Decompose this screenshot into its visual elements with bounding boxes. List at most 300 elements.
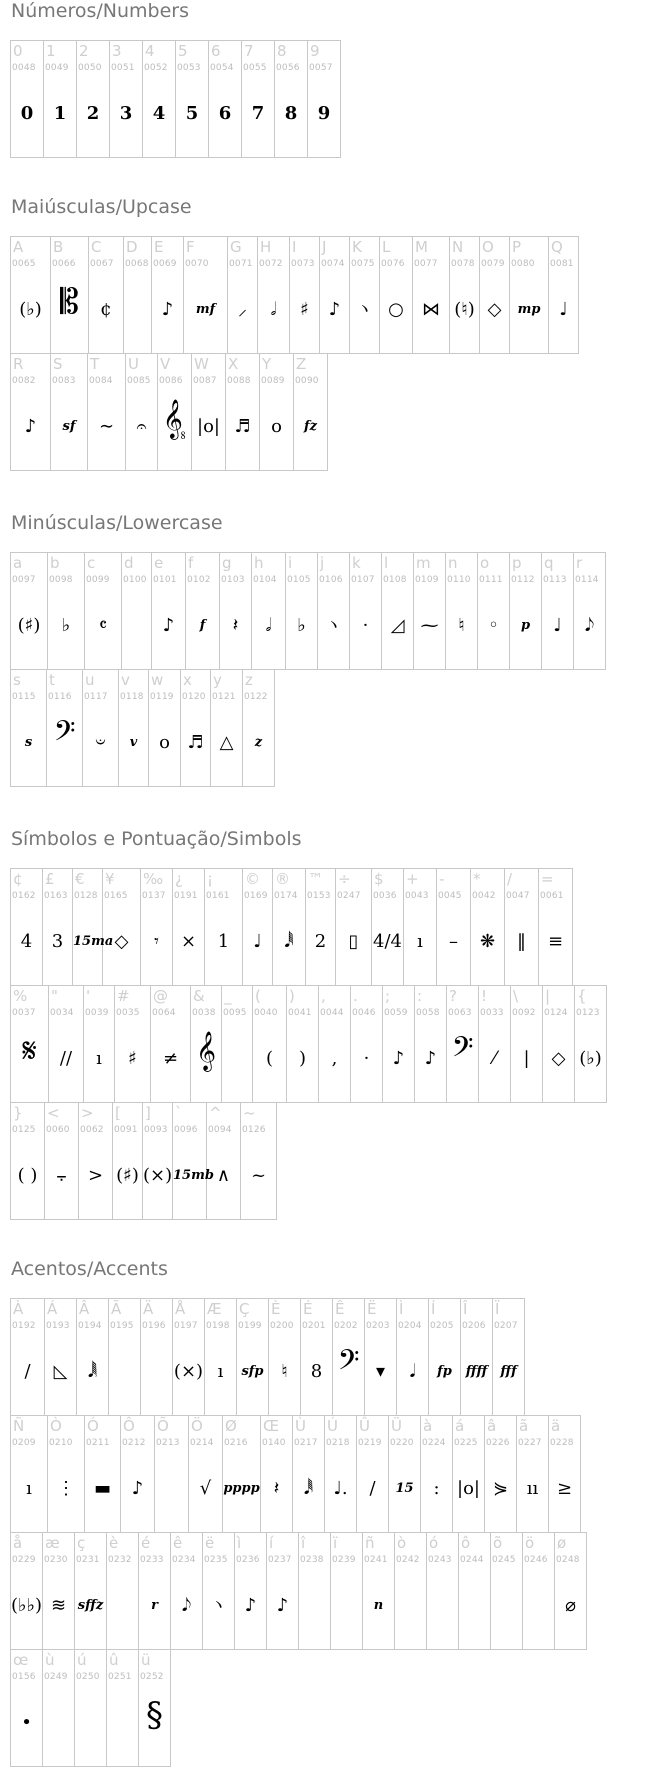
character-code: 0241 xyxy=(364,1555,388,1565)
character-label: r xyxy=(576,554,583,572)
character-label: N xyxy=(452,238,464,256)
character-code: 0225 xyxy=(454,1438,478,1448)
character-code: 0087 xyxy=(193,376,217,386)
character-code: 0106 xyxy=(319,575,343,585)
character-code: 0119 xyxy=(150,692,174,702)
glyph-cell xyxy=(286,553,318,670)
character-code: 0114 xyxy=(575,575,599,585)
character-label: ô xyxy=(461,1534,471,1552)
character-code: 0227 xyxy=(518,1438,542,1448)
character-code: 0193 xyxy=(46,1321,70,1331)
glyph-cell xyxy=(493,1299,525,1416)
glyph-sample: 𝄽 xyxy=(232,615,239,636)
glyph-sample: sffz xyxy=(77,1598,104,1613)
glyph-row xyxy=(10,236,579,354)
glyph-cell xyxy=(173,869,205,986)
character-label: B xyxy=(53,238,64,256)
glyph-cell xyxy=(113,1103,143,1220)
glyph-sample: 𝅘𝅥𝅱 xyxy=(284,931,294,952)
glyph-sample: ♪ xyxy=(392,1048,405,1069)
character-label: Ø xyxy=(225,1417,237,1435)
character-code: 0115 xyxy=(12,692,36,702)
character-code: 0086 xyxy=(159,376,183,386)
glyph-cell xyxy=(453,1416,485,1533)
character-label: Á xyxy=(47,1300,58,1318)
glyph-cell xyxy=(471,869,505,986)
glyph-sample: 4 xyxy=(20,931,33,952)
glyph-sample: 15 xyxy=(395,1481,414,1496)
character-code: 0067 xyxy=(90,259,114,269)
character-label: 8 xyxy=(277,42,287,60)
glyph-cell xyxy=(372,869,404,986)
glyph-sample: 1 xyxy=(217,931,230,952)
character-code: 0195 xyxy=(110,1321,134,1331)
character-code: 0243 xyxy=(428,1555,452,1565)
character-label: m xyxy=(416,554,431,572)
character-label: M xyxy=(415,238,428,256)
glyph-cell xyxy=(107,1650,139,1767)
glyph-sample: mf xyxy=(195,302,216,317)
character-label: # xyxy=(117,987,130,1005)
glyph-cell xyxy=(143,1103,173,1220)
glyph-cell xyxy=(222,986,253,1103)
glyph-cell xyxy=(181,670,211,787)
glyph-cell xyxy=(79,1103,113,1220)
glyph-sample: ı xyxy=(417,931,423,952)
character-code: 0045 xyxy=(438,891,462,901)
glyph-sample: ♩. xyxy=(333,1478,348,1499)
character-label: ö xyxy=(525,1534,535,1552)
character-code: 0165 xyxy=(104,891,128,901)
glyph-cell xyxy=(11,1650,43,1767)
character-label: Ì xyxy=(399,1300,404,1318)
character-code: 0101 xyxy=(153,575,177,585)
glyph-cell xyxy=(189,1416,223,1533)
glyph-sample: – xyxy=(449,931,458,952)
glyph-cell xyxy=(45,1299,77,1416)
glyph-cell xyxy=(205,1299,237,1416)
character-code: 0068 xyxy=(125,259,149,269)
character-code: 0089 xyxy=(261,376,285,386)
character-code: 0052 xyxy=(144,63,168,73)
character-label: Î xyxy=(463,1300,468,1318)
glyph-cell xyxy=(11,986,49,1103)
glyph-sample: ♪ xyxy=(424,1048,437,1069)
character-label: Ö xyxy=(191,1417,203,1435)
character-code: 0199 xyxy=(238,1321,262,1331)
glyph-cell xyxy=(510,237,549,354)
glyph-cell xyxy=(119,670,149,787)
character-label: n xyxy=(448,554,458,572)
glyph-cell xyxy=(511,986,543,1103)
character-code: 0040 xyxy=(254,1008,278,1018)
character-label: ê xyxy=(173,1534,183,1552)
character-label: Æ xyxy=(207,1300,222,1318)
character-code: 0203 xyxy=(366,1321,390,1331)
glyph-sample: 𝄢 xyxy=(451,1031,474,1071)
glyph-sample: n xyxy=(373,1598,384,1613)
character-code: 0034 xyxy=(50,1008,74,1018)
glyph-sample: ≥ xyxy=(556,1478,573,1499)
character-label: ì xyxy=(237,1534,242,1552)
character-label: ® xyxy=(275,870,290,888)
character-code: 0196 xyxy=(142,1321,166,1331)
character-label: a xyxy=(13,554,23,572)
character-label: $ xyxy=(374,870,384,888)
glyph-sample: ♪ xyxy=(24,416,37,437)
character-code: 0235 xyxy=(204,1555,228,1565)
character-label: Ë xyxy=(367,1300,377,1318)
glyph-sample: ı xyxy=(26,1478,32,1499)
glyph-row xyxy=(10,1298,525,1416)
glyph-sample: ♭ xyxy=(61,615,71,636)
character-label: D xyxy=(126,238,138,256)
character-code: 0194 xyxy=(78,1321,102,1331)
character-label: v xyxy=(121,671,130,689)
glyph-sample: · xyxy=(363,1048,370,1069)
glyph-cell xyxy=(11,41,44,158)
character-label: w xyxy=(151,671,164,689)
character-label: , xyxy=(321,987,326,1005)
character-code: 0123 xyxy=(576,1008,600,1018)
character-label: j xyxy=(320,554,325,572)
character-label: Ó xyxy=(87,1417,99,1435)
glyph-sample: ≡ xyxy=(547,931,564,952)
glyph-sample: (♭) xyxy=(579,1048,602,1069)
character-label: Ï xyxy=(495,1300,500,1318)
glyph-cell xyxy=(421,1416,453,1533)
character-code: 0065 xyxy=(12,259,36,269)
glyph-cell xyxy=(491,1533,523,1650)
character-code: 0103 xyxy=(221,575,245,585)
glyph-sample: 15ma xyxy=(73,934,114,949)
glyph-sample: 𝄡 xyxy=(60,282,79,322)
glyph-cell xyxy=(380,237,413,354)
glyph-cell xyxy=(461,1299,493,1416)
glyph-cell xyxy=(446,553,478,670)
character-label: ; xyxy=(385,987,391,1005)
glyph-cell xyxy=(192,354,226,471)
glyph-sample: ○ xyxy=(388,299,404,320)
character-label: J xyxy=(322,238,327,256)
character-code: 0041 xyxy=(288,1008,312,1018)
section-title: Símbolos e Pontuação/Simbols xyxy=(11,828,302,850)
character-code: 0107 xyxy=(351,575,375,585)
character-label: é xyxy=(141,1534,151,1552)
character-code: 0116 xyxy=(48,692,72,702)
character-label: > xyxy=(81,1104,94,1122)
character-label: | xyxy=(545,987,551,1005)
character-code: 0037 xyxy=(12,1008,36,1018)
glyph-cell xyxy=(389,1416,421,1533)
glyph-sample: ヽ xyxy=(324,615,343,636)
glyph-cell xyxy=(320,237,350,354)
character-code: 0122 xyxy=(244,692,268,702)
glyph-cell xyxy=(542,553,574,670)
glyph-sample: 5 xyxy=(185,103,199,124)
glyph-cell xyxy=(45,1103,79,1220)
character-label: Ü xyxy=(391,1417,402,1435)
glyph-sample: 8 xyxy=(310,1361,323,1382)
character-label: 4 xyxy=(145,42,155,60)
glyph-sample: ♬ xyxy=(187,732,204,753)
character-code: 0102 xyxy=(187,575,211,585)
glyph-sample: ⌀ xyxy=(565,1595,576,1616)
glyph-cell xyxy=(11,869,43,986)
glyph-cell xyxy=(429,1299,461,1416)
glyph-sample: 4 xyxy=(152,103,166,124)
glyph-cell xyxy=(287,986,319,1103)
glyph-sample: 𝄽 xyxy=(273,1478,280,1499)
glyph-cell xyxy=(89,237,124,354)
glyph-cell xyxy=(85,553,122,670)
character-code: 0081 xyxy=(550,259,574,269)
glyph-sample: • xyxy=(21,1712,32,1733)
character-code: 0206 xyxy=(462,1321,486,1331)
glyph-cell xyxy=(11,237,51,354)
glyph-sample: ❋ xyxy=(479,931,496,952)
character-code: 0059 xyxy=(384,1008,408,1018)
character-label: S xyxy=(53,355,63,373)
character-label: = xyxy=(541,870,554,888)
character-label: ¿ xyxy=(175,870,183,888)
glyph-cell xyxy=(237,1299,269,1416)
character-label: s xyxy=(13,671,21,689)
glyph-sample: (♯) xyxy=(17,615,41,636)
glyph-row xyxy=(10,669,275,787)
glyph-cell xyxy=(158,354,192,471)
character-label: ä xyxy=(551,1417,561,1435)
glyph-cell xyxy=(171,1533,203,1650)
character-label: 2 xyxy=(79,42,89,60)
glyph-cell xyxy=(450,237,480,354)
glyph-sample: § xyxy=(146,1695,163,1735)
section-title: Números/Numbers xyxy=(11,0,189,22)
glyph-cell xyxy=(209,41,242,158)
character-code: 0042 xyxy=(472,891,496,901)
glyph-sample: 𝄐 xyxy=(136,416,147,437)
glyph-sample: r xyxy=(151,1598,158,1613)
character-code: 0228 xyxy=(550,1438,574,1448)
character-code: 0209 xyxy=(12,1438,36,1448)
character-code: 0084 xyxy=(89,376,113,386)
glyph-cell xyxy=(220,553,252,670)
glyph-cell xyxy=(152,237,184,354)
character-code: 0038 xyxy=(192,1008,216,1018)
glyph-cell xyxy=(350,553,382,670)
character-code: 0200 xyxy=(270,1321,294,1331)
character-code: 0217 xyxy=(294,1438,318,1448)
glyph-sample: ♪ xyxy=(131,1478,144,1499)
character-code: 0242 xyxy=(396,1555,420,1565)
glyph-cell xyxy=(575,986,607,1103)
glyph-sample: 8 xyxy=(284,103,298,124)
character-code: 0126 xyxy=(242,1125,266,1135)
glyph-sample: 𝄠 xyxy=(162,399,187,439)
character-code: 0072 xyxy=(259,259,283,269)
glyph-sample: (♮) xyxy=(454,299,475,320)
character-code: 0064 xyxy=(152,1008,176,1018)
character-code: 0198 xyxy=(206,1321,230,1331)
glyph-sample: ⋟ xyxy=(492,1478,509,1499)
character-label: Ñ xyxy=(13,1417,25,1435)
glyph-sample: ¢ xyxy=(100,299,112,320)
character-label: C xyxy=(91,238,102,256)
character-label: I xyxy=(292,238,297,256)
character-label: g xyxy=(222,554,232,572)
character-label: ` xyxy=(175,1104,183,1122)
glyph-sample: ♮ xyxy=(281,1361,288,1382)
glyph-sample: ı xyxy=(96,1048,102,1069)
character-label: Œ xyxy=(263,1417,280,1435)
character-label: } xyxy=(13,1104,23,1122)
glyph-sample: 𝅘𝅥 xyxy=(409,1361,416,1382)
glyph-sample: 𝄋 xyxy=(22,1031,37,1071)
character-code: 0219 xyxy=(358,1438,382,1448)
glyph-sample: 𝄢 xyxy=(53,715,76,755)
character-code: 0238 xyxy=(300,1555,324,1565)
character-label: ! xyxy=(481,987,488,1005)
character-label: K xyxy=(352,238,362,256)
glyph-sample: 2 xyxy=(314,931,327,952)
character-code: 0192 xyxy=(12,1321,36,1331)
character-code: 0056 xyxy=(276,63,300,73)
character-code: 0073 xyxy=(291,259,315,269)
glyph-cell xyxy=(260,354,294,471)
glyph-sample: ◇ xyxy=(551,1048,566,1069)
character-label: @ xyxy=(153,987,168,1005)
character-label: [ xyxy=(115,1104,121,1122)
glyph-row xyxy=(10,1415,581,1533)
character-label: ] xyxy=(145,1104,151,1122)
glyph-sample: ♮ xyxy=(458,615,465,636)
character-label: ‰ xyxy=(143,870,164,888)
character-label: Í xyxy=(431,1300,436,1318)
character-label: Â xyxy=(79,1300,90,1318)
glyph-sample: ▯ xyxy=(348,931,359,952)
character-label: Ã xyxy=(111,1300,122,1318)
character-code: 0234 xyxy=(172,1555,196,1565)
glyph-sample: / xyxy=(369,1478,376,1499)
character-code: 0156 xyxy=(12,1672,36,1682)
glyph-cell xyxy=(49,986,84,1103)
glyph-cell xyxy=(110,41,143,158)
glyph-sample: > xyxy=(87,1165,104,1186)
glyph-sample: × xyxy=(180,931,197,952)
character-label: ë xyxy=(205,1534,215,1552)
character-code: 0174 xyxy=(274,891,298,901)
glyph-row xyxy=(10,40,341,158)
character-code: 0111 xyxy=(479,575,503,585)
character-label: ¡ xyxy=(207,870,214,888)
glyph-sample: fz xyxy=(304,419,317,434)
glyph-cell xyxy=(77,41,110,158)
character-label: å xyxy=(13,1534,23,1552)
character-code: 0039 xyxy=(85,1008,109,1018)
character-code: 0093 xyxy=(144,1125,168,1135)
glyph-sample: ≠ xyxy=(162,1048,179,1069)
glyph-sample: o xyxy=(159,732,170,753)
glyph-sample: ∼ xyxy=(98,416,115,437)
glyph-sample: ♪ xyxy=(162,615,175,636)
glyph-sample: ♬ xyxy=(234,416,251,437)
glyph-sample: mp xyxy=(517,302,541,317)
character-code: 0214 xyxy=(190,1438,214,1448)
glyph-cell xyxy=(186,553,220,670)
glyph-sample: 𝄾 xyxy=(154,931,159,952)
glyph-cell xyxy=(173,1103,214,1220)
glyph-cell xyxy=(415,986,447,1103)
glyph-cell xyxy=(574,553,606,670)
character-code: 0070 xyxy=(185,259,209,269)
character-label: L xyxy=(382,238,391,256)
glyph-sample: ( ) xyxy=(17,1165,38,1186)
character-label: - xyxy=(439,870,445,888)
character-label: P xyxy=(512,238,522,256)
glyph-sample: 2 xyxy=(86,103,100,124)
character-label: z xyxy=(245,671,253,689)
character-code: 0125 xyxy=(12,1125,36,1135)
character-label: ç xyxy=(77,1534,86,1552)
glyph-cell xyxy=(139,1533,171,1650)
character-code: 0213 xyxy=(156,1438,180,1448)
character-label: õ xyxy=(493,1534,503,1552)
glyph-sample: , xyxy=(331,1048,338,1069)
glyph-sample: ♪ xyxy=(244,1595,257,1616)
character-code: 0050 xyxy=(78,63,102,73)
character-label: A xyxy=(13,238,24,256)
character-code: 0207 xyxy=(494,1321,518,1331)
character-code: 0205 xyxy=(430,1321,454,1331)
character-label: b xyxy=(50,554,60,572)
character-label: & xyxy=(193,987,205,1005)
character-code: 0252 xyxy=(140,1672,164,1682)
character-code: 0117 xyxy=(84,692,108,702)
glyph-cell xyxy=(241,1103,277,1220)
glyph-cell xyxy=(176,41,209,158)
glyph-cell xyxy=(75,1650,107,1767)
glyph-sample: ı xyxy=(217,1361,224,1382)
character-label: x xyxy=(183,671,192,689)
glyph-cell xyxy=(357,1416,389,1533)
glyph-cell xyxy=(306,869,336,986)
glyph-row xyxy=(10,353,328,471)
glyph-sample: ◿ xyxy=(390,615,405,636)
character-code: 0237 xyxy=(268,1555,292,1565)
glyph-sample: ◦ xyxy=(488,615,499,636)
glyph-sample: o xyxy=(271,416,282,437)
character-code: 0128 xyxy=(74,891,98,901)
character-label: 0 xyxy=(13,42,23,60)
character-code: 0062 xyxy=(80,1125,104,1135)
glyph-cell xyxy=(235,1533,267,1650)
glyph-sample: pppp xyxy=(223,1481,260,1496)
section-title: Maiúsculas/Upcase xyxy=(11,196,192,218)
character-code: 0091 xyxy=(114,1125,138,1135)
character-label: ø xyxy=(557,1534,567,1552)
character-label: Ù xyxy=(295,1417,306,1435)
glyph-cell xyxy=(122,553,152,670)
character-label: O xyxy=(482,238,494,256)
character-code: 0224 xyxy=(422,1438,446,1448)
glyph-cell xyxy=(43,869,73,986)
glyph-cell xyxy=(523,1533,555,1650)
glyph-cell xyxy=(258,237,290,354)
glyph-cell xyxy=(205,869,243,986)
character-code: 0220 xyxy=(390,1438,414,1448)
glyph-sample: sfp xyxy=(241,1364,264,1379)
glyph-cell xyxy=(77,1299,109,1416)
